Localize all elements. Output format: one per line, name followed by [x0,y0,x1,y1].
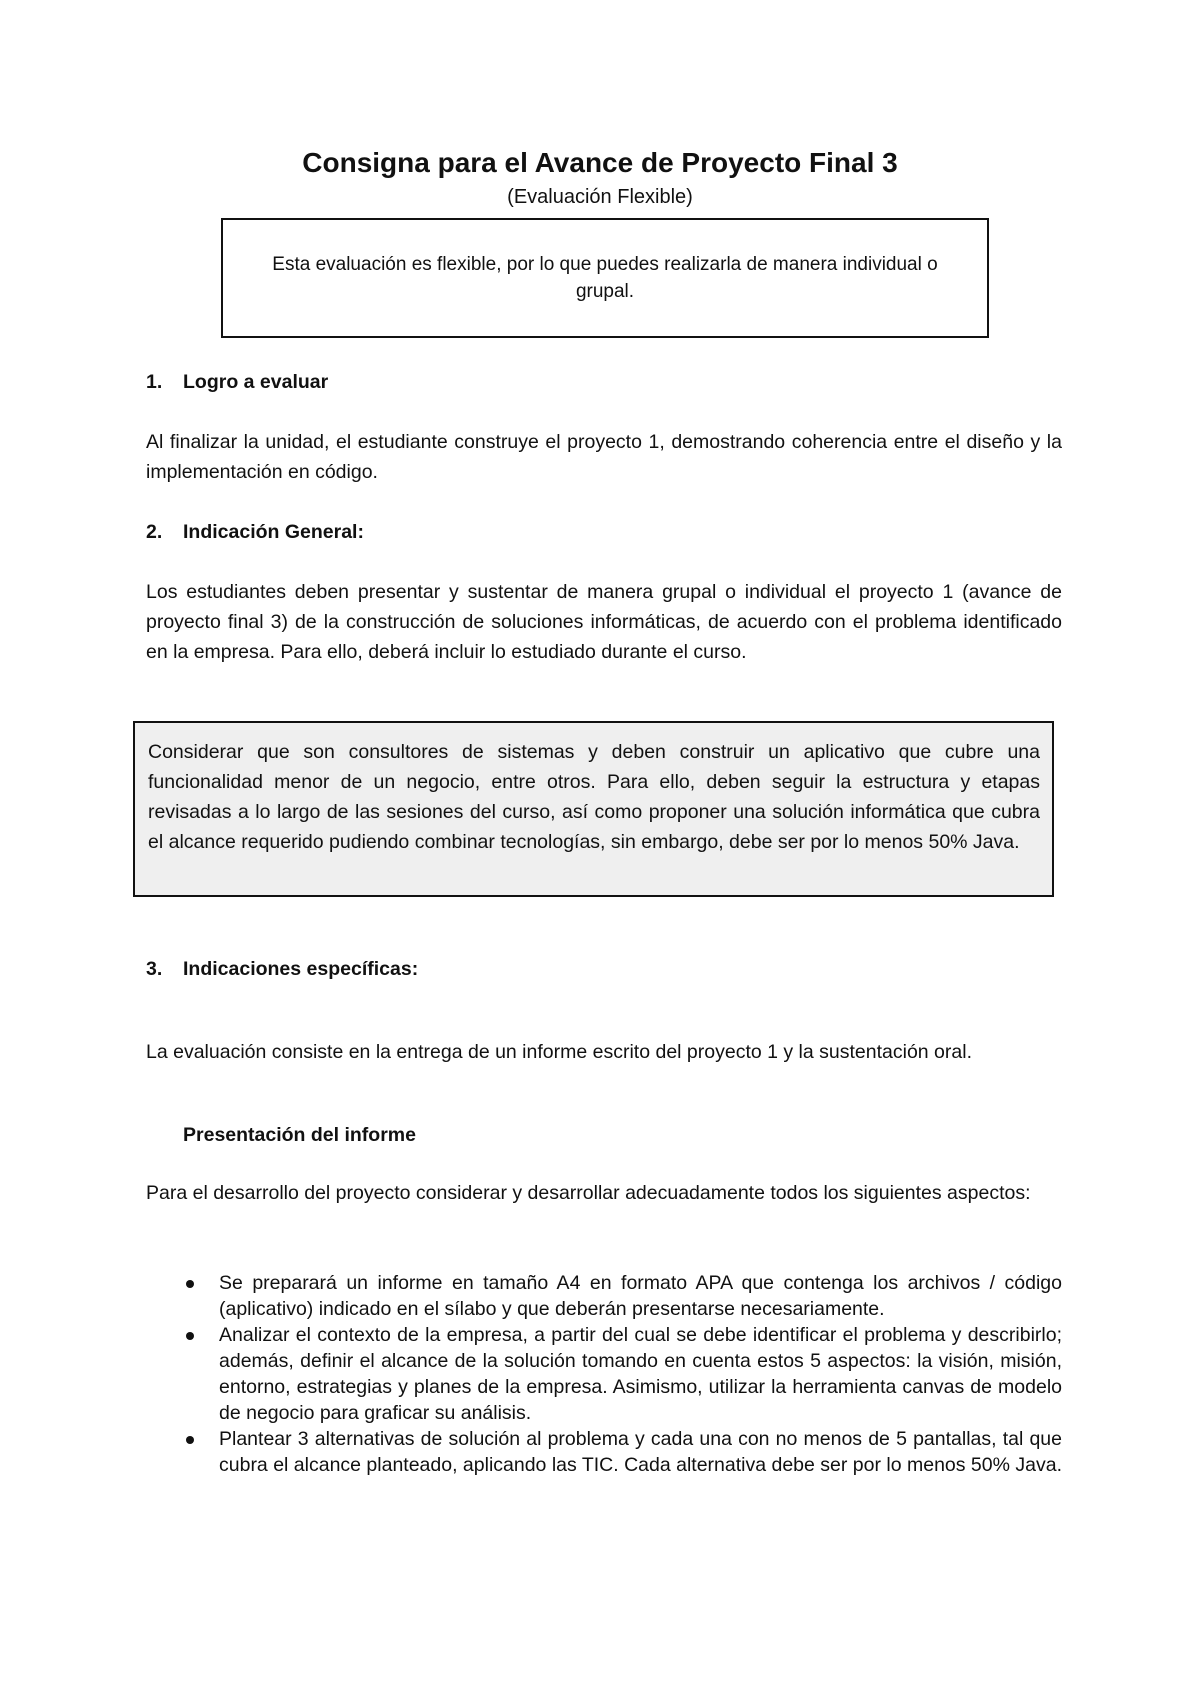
list-item [146,1270,1062,1322]
list-item-text: Analizar el contexto de la empresa, a partir del cual se debe identificar el problema y describirlo; además, definir el alcance de la solución tomando en cuenta estos 5 aspectos: la visión, misión, entorno, estrategias y planes de la empresa. Asimismo, utilizar la herramienta canvas de modelo de negocio para graficar su análisis. [219,1324,1062,1424]
consultant-note-text: Considerar que son consultores de sistemas y deben construir un aplicativo que cubre una funcionalidad menor de un negocio, entre otros. Para ello, deben seguir la estructura y etapas revisadas a lo largo de las sesiones del curso, así como proponer una solución informática que cubra el alcance requerido pudiendo combinar tecnologías, sin embargo, debe ser por lo menos 50% Java. [148,741,1040,853]
list-item-text: Plantear 3 alternativas de solución al problema y cada una con no menos de 5 pantallas, tal que cubra el alcance planteado, aplicando las TIC. Cada alternativa debe ser por lo menos 50% Java. [219,1428,1062,1476]
section-heading-1 [146,369,328,395]
section-number: 3. [146,958,163,980]
requirements-list [146,1270,1062,1478]
report-heading: Presentación del informe [183,1124,416,1146]
section-heading-2 [146,519,364,545]
report-intro: Para el desarrollo del proyecto considerar y desarrollar adecuadamente todos los siguientes aspectos: [146,1182,1031,1204]
bullet-icon [186,1436,194,1444]
section-heading-3 [146,956,418,982]
consultant-note-box [133,721,1054,897]
document-title: Consigna para el Avance de Proyecto Final 3 [302,147,898,178]
flexible-evaluation-text: Esta evaluación es flexible, por lo que puedes realizarla de manera individual o grupal. [272,254,938,302]
document-subtitle: (Evaluación Flexible) [507,186,693,208]
section-heading-text: Indicaciones específicas: [183,958,419,980]
section-paragraph-2: Los estudiantes deben presentar y sustentar de manera grupal o individual el proyecto 1 (avance de proyecto final 3) de la construcción de soluciones informáticas, de acuerdo con el problema identificado en la empresa. Para ello, deberá incluir lo estudiado durante el curso. [146,581,1062,663]
section-heading-text: Logro a evaluar [183,371,329,393]
section-number: 1. [146,371,163,393]
flexible-evaluation-box [221,218,989,338]
list-item [146,1322,1062,1426]
list-item-text: Se preparará un informe en tamaño A4 en formato APA que contenga los archivos / código (aplicativo) indicado en el sílabo y que deberán presentarse necesariamente. [219,1272,1062,1320]
section-number: 2. [146,521,163,543]
section-paragraph-3: La evaluación consiste en la entrega de un informe escrito del proyecto 1 y la sustentación oral. [146,1041,972,1063]
bullet-icon [186,1280,194,1288]
section-heading-text: Indicación General: [183,521,364,543]
bullet-icon [186,1332,194,1340]
list-item [146,1426,1062,1478]
section-paragraph-1: Al finalizar la unidad, el estudiante construye el proyecto 1, demostrando coherencia entre el diseño y la implementación en código. [146,431,1062,483]
